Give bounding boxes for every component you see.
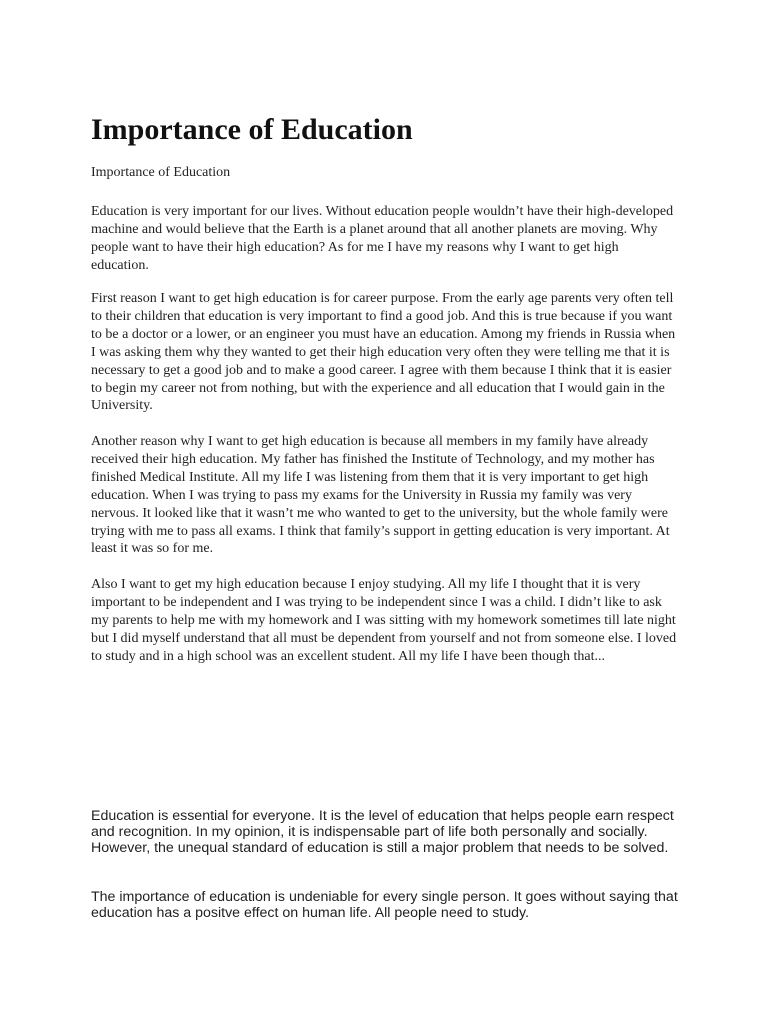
body-paragraph: First reason I want to get high education is for career purpose. From the early age parents very often tell to their children that education is very important to find a good job. And this is true because if you want to be a doctor or a lower, or an engineer you must have an education. Among my friends in Russia when I was asking them why they wanted to get their high education very often they were telling me that it is necessary to get a good job and to make a good career. I agree with them because I think that it is easier to begin my career not from nothing, but with the experience and all education that I would gain in the University. [91,291,676,414]
body-paragraph: Education is very important for our lives. Without education people wouldn’t have their high-developed machine and would believe that the Earth is a planet around that all another planets are moving. Why people want to have their high education? As for me I have my reasons why I want to get high education. [91,204,674,273]
secondary-paragraph: The importance of education is undeniable for every single person. It goes without saying that education has a positve effect on human life. All people need to study. [91,889,678,921]
secondary-paragraph: Education is essential for everyone. It is the level of education that helps people earn respect and recognition. In my opinion, it is indispensable part of life both personally and socially. However, the unequal standard of education is still a major problem that needs to be solved. [91,808,674,856]
body-paragraph: Also I want to get my high education because I enjoy studying. All my life I thought that it is very important to be independent and I was trying to be independent since I was a child. I didn’t like to ask my parents to help me with my homework and I was sitting with my homework sometimes till late night but I did myself understand that all must be dependent from yourself and not from someone else. I loved to study and in a high school was an excellent student. All my life I have been though that... [91,577,677,664]
body-paragraph: Another reason why I want to get high education is because all members in my family have already received their high education. My father has finished the Institute of Technology, and my mother has finished Medical Institute. All my life I was listening from them that it is very important to get high education. When I was trying to pass my exams for the University in Russia my family was very nervous. It looked like that it wasn’t me who wanted to get to the university, but the whole family were trying with me to pass all exams. I think that family’s support in getting education is very important. At least it was so for me. [91,434,670,557]
document-subtitle: Importance of Education [91,165,231,180]
document-title: Importance of Education [91,113,413,146]
